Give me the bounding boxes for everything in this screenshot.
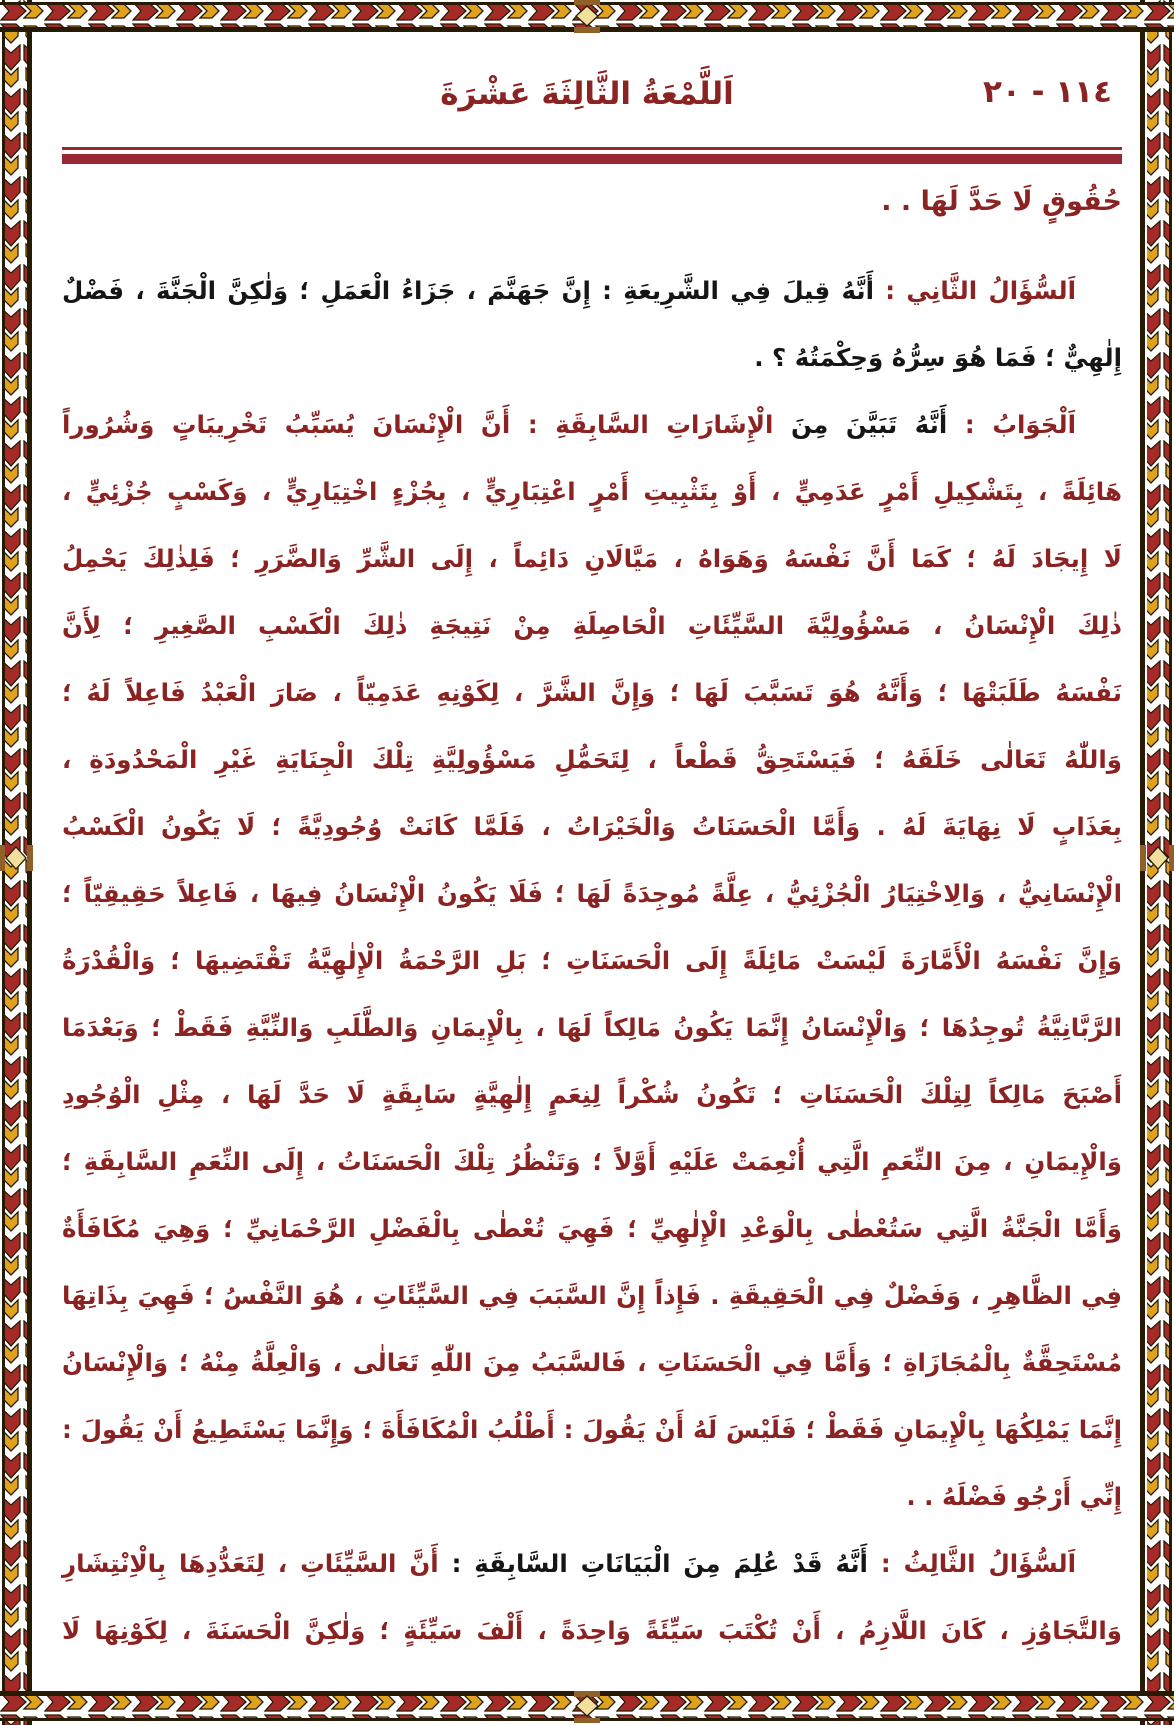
- header-rule-thick: [62, 154, 1122, 164]
- text-segment: اَلسُّؤَالُ الثَّالِثُ :: [867, 1549, 1077, 1578]
- text-line: [62, 257, 1122, 324]
- text-line: [62, 324, 1122, 391]
- text-segment: فِي الظَّاهِرِ ، وَفَضْلٌ فِي الْحَقِيقَةِ . فَإِذاً إِنَّ السَّبَبَ فِي السَّيِّئَاتِ ، هُوَ النَّفْسُ ؛ فَهِيَ بِذَاتِهَا: [62, 1281, 1122, 1310]
- section-heading: [62, 168, 1122, 235]
- text-line: [62, 1530, 1122, 1597]
- text-line: [62, 1061, 1122, 1128]
- text-segment: بِعَذَابٍ لَا نِهَايَةَ لَهُ . وَأَمَّا الْحَسَنَاتُ وَالْخَيْرَاتُ ، فَلَمَّا كَانَتْ وُجُودِيَّةً ؛ لَا يَكُونُ الْكَسْبُ: [62, 812, 1122, 841]
- text-line: [62, 1195, 1122, 1262]
- text-line: [62, 1329, 1122, 1396]
- text-line: [62, 659, 1122, 726]
- text-segment: لَا إِيجَادَ لَهُ ؛ كَمَا أَنَّ نَفْسَهُ وَهَوَاهُ ، مَيَّالَانِ دَائِماً ، إِلَى الشَّرِّ وَالضَّرَرِ ؛ فَلِذٰلِكَ يَحْمِلُ: [62, 544, 1122, 573]
- ornamental-border-left: [0, 0, 34, 1725]
- text-line: [62, 1463, 1122, 1530]
- text-segment: حُقُوقٍ لَا حَدَّ لَهَا . .: [881, 186, 1122, 217]
- text-segment: هَائِلَةً ، بِتَشْكِيلِ أَمْرٍ عَدَمِيٍّ ، أَوْ بِتَثْبِيتِ أَمْرٍ اعْتِبَارِيٍّ ، بِجُزْءٍ اخْتِيَارِيٍّ ، وَكَسْبٍ جُزْئِيٍّ ،: [62, 477, 1122, 506]
- text-line: [62, 927, 1122, 994]
- text-segment: أَصْبَحَ مَالِكاً لِتِلْكَ الْحَسَنَاتِ ؛ تَكُونُ شُكْراً لِنِعَمٍ إِلٰهِيَّةٍ سَابِقَةٍ لَا حَدَّ لَهَا ، مِثْلِ الْوُجُودِ: [62, 1080, 1122, 1109]
- ornamental-border-bottom: [0, 1691, 1174, 1725]
- text-segment: وَالْإِيمَانِ ، مِنَ النِّعَمِ الَّتِي أُنْعِمَتْ عَلَيْهِ أَوَّلاً ؛ وَتَنْظُرُ تِلْكَ الْحَسَنَاتُ ، إِلَى النِّعَمِ السَّابِقَةِ ؛: [62, 1147, 1122, 1176]
- text-line: [62, 458, 1122, 525]
- text-line: [62, 1262, 1122, 1329]
- text-line: [62, 525, 1122, 592]
- text-line: [62, 726, 1122, 793]
- text-segment: وَاللّٰهُ تَعَالٰى خَلَقَهُ ؛ فَيَسْتَحِقُّ قَطْعاً ، لِتَحَمُّلِ مَسْؤُولِيَّةِ تِلْكَ الْجِنَايَةِ غَيْرِ الْمَحْدُودَةِ ،: [62, 745, 1122, 774]
- text-segment: أَنَّ السَّيِّئَاتِ ، لِتَعَدُّدِهَا بِالْاِنْتِشَارِ: [62, 1549, 439, 1578]
- header-rule: [62, 147, 1122, 164]
- text-line: [62, 1396, 1122, 1463]
- page-number: ١١٤ - ٢٠: [982, 74, 1112, 110]
- text-line: [62, 592, 1122, 659]
- text-line: [62, 1597, 1122, 1664]
- text-segment: إِنِّي أَرْجُو فَضْلَهُ . .: [906, 1482, 1122, 1511]
- text-segment: ذٰلِكَ الْإِنْسَانُ ، مَسْؤُولِيَّةَ السَّيِّئَاتِ الْحَاصِلَةِ مِنْ نَتِيجَةِ ذٰلِكَ الْكَسْبِ الصَّغِيرِ ؛ لِأَنَّ: [62, 611, 1122, 640]
- text-line: [62, 1128, 1122, 1195]
- text-line: [62, 994, 1122, 1061]
- text-segment: إِنَّمَا يَمْلِكُهَا بِالْإِيمَانِ فَقَطْ ؛ فَلَيْسَ لَهُ أَنْ يَقُولَ : أَطْلُبُ الْمُكَافَأَةَ ؛ وَإِنَّمَا يَسْتَطِيعُ أَنْ يَقُولَ :: [62, 1415, 1122, 1444]
- page-header: [52, 74, 1122, 134]
- ornamental-border-top: [0, 0, 1174, 34]
- text-segment: اَلسُّؤَالُ الثَّانِي :: [873, 276, 1076, 305]
- text-segment: أَنَّهُ قِيلَ فِي الشَّرِيعَةِ : إِنَّ جَهَنَّمَ ، جَزَاءُ الْعَمَلِ ؛ وَلٰكِنَّ الْجَنَّةَ ، فَضْلٌ: [62, 276, 874, 305]
- body-text: [62, 168, 1122, 1664]
- text-segment: أَنَّهُ تَبَيَّنَ مِنَ: [773, 410, 948, 439]
- text-segment: الرَّبَّانِيَّةُ تُوجِدُهَا ؛ وَالْإِنْسَانُ إِنَّمَا يَكُونُ مَالِكاً لَهَا ، بِالْإِيمَانِ وَالطَّلَبِ وَالنِّيَّةِ فَقَطْ ؛ وَبَعْدَمَا: [62, 1013, 1122, 1042]
- text-segment: وَالتَّجَاوُزِ ، كَانَ اللَّازِمُ ، أَنْ تُكْتَبَ سَيِّئَةً وَاحِدَةً ، أَلْفَ سَيِّئَةٍ ؛ وَلٰكِنَّ الْحَسَنَةَ ، لِكَوْنِهَا لَا: [62, 1616, 1122, 1645]
- text-segment: الْإِنْسَانِيُّ ، وَالِاخْتِيَارُ الْجُزْئِيُّ ، عِلَّةً مُوجِدَةً لَهَا ؛ فَلَا يَكُونُ الْإِنْسَانُ فِيهَا ، فَاعِلاً حَقِيقِيّاً ؛: [62, 879, 1122, 908]
- text-segment: وَأَمَّا الْجَنَّةُ الَّتِي سَتُعْطٰى بِالْوَعْدِ الْإِلٰهِيِّ ؛ فَهِيَ تُعْطٰى بِالْفَضْلِ الرَّحْمَانِيِّ ؛ وَهِيَ مُكَافَأَةٌ: [62, 1214, 1122, 1243]
- page-title: اَللَّمْعَةُ الثَّالِثَةَ عَشْرَةَ: [440, 76, 734, 112]
- text-segment: اَلْجَوَابُ :: [947, 410, 1076, 439]
- text-segment: الْإِشَارَاتِ السَّابِقَةِ : أَنَّ الْإِنْسَانَ يُسَبِّبُ تَخْرِيبَاتٍ وَشُرُوراً: [62, 410, 774, 439]
- text-segment: وَإِنَّ نَفْسَهُ الْأَمَّارَةَ لَيْسَتْ مَائِلَةً إِلَى الْحَسَنَاتِ ؛ بَلِ الرَّحْمَةُ الْإِلٰهِيَّةُ تَقْتَضِيهَا ؛ وَالْقُدْرَةُ: [62, 946, 1122, 975]
- text-segment: نَفْسَهُ طَلَبَتْهَا ؛ وَأَنَّهُ هُوَ تَسَبَّبَ لَهَا ؛ وَإِنَّ الشَّرَّ ، لِكَوْنِهِ عَدَمِيّاً ، صَارَ الْعَبْدُ فَاعِلاً لَهُ ؛: [62, 678, 1122, 707]
- text-line: [62, 391, 1122, 458]
- text-segment: أَنَّهُ قَدْ عُلِمَ مِنَ الْبَيَانَاتِ السَّابِقَةِ :: [438, 1549, 868, 1578]
- text-segment: إِلٰهِيٌّ ؛ فَمَا هُوَ سِرُّهُ وَحِكْمَتُهُ ؟ .: [754, 343, 1122, 372]
- text-segment: مُسْتَحِقَّةٌ بِالْمُجَازَاةِ ؛ وَأَمَّا فِي الْحَسَنَاتِ ، فَالسَّبَبُ مِنَ اللّٰهِ تَعَالٰى ، وَالْعِلَّةُ مِنْهُ ؛ وَالْإِنْسَانُ: [62, 1348, 1122, 1377]
- text-line: [62, 793, 1122, 860]
- text-line: [62, 860, 1122, 927]
- ornamental-border-right: [1140, 0, 1174, 1725]
